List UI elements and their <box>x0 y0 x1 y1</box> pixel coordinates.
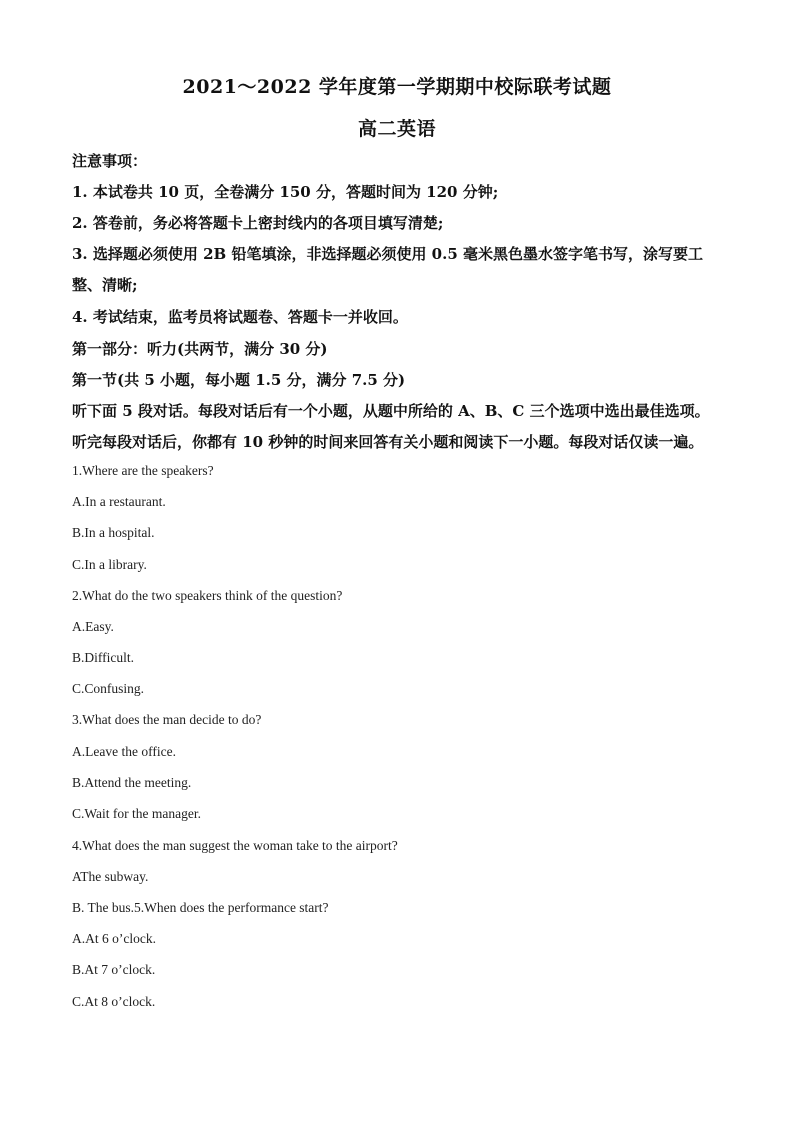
question-stem: 4.What does the man suggest the woman take to the airport? <box>72 838 398 853</box>
exam-subtitle: 高二英语 <box>357 118 436 140</box>
notice-item: 3. 选择题必须使用 2B 铅笔填涂，非选择题必须使用 0.5 毫米黑色墨水签字笔书写，涂写要工 <box>72 245 703 263</box>
answer-option: A.In a restaurant. <box>72 494 166 509</box>
question-stem: 2.What do the two speakers think of the question? <box>72 588 343 603</box>
notice-heading: 注意事项： <box>72 152 148 170</box>
part-heading: 第一部分：听力(共两节，满分 30 分) <box>72 340 328 358</box>
answer-option: B.Attend the meeting. <box>72 775 192 790</box>
answer-option: B.In a hospital. <box>72 525 155 540</box>
answer-option: C.In a library. <box>72 557 147 572</box>
answer-option: C.Wait for the manager. <box>72 806 201 821</box>
question-stem: 1.Where are the speakers? <box>72 463 214 478</box>
answer-option: A.Leave the office. <box>72 744 176 759</box>
exam-title: 2021～2022 学年度第一学期期中校际联考试题 <box>182 76 612 98</box>
notice-item: 1. 本试卷共 10 页，全卷满分 150 分，答题时间为 120 分钟; <box>72 183 499 201</box>
answer-option: A.At 6 o’clock. <box>72 931 156 946</box>
notice-item: 4. 考试结束，监考员将试题卷、答题卡一并收回。 <box>72 308 408 326</box>
section-heading: 第一节(共 5 小题，每小题 1.5 分，满分 7.5 分) <box>72 371 406 389</box>
answer-option: C.Confusing. <box>72 681 145 696</box>
answer-option: B.Difficult. <box>72 650 134 665</box>
notice-item: 2. 答卷前，务必将答题卡上密封线内的各项目填写清楚; <box>72 214 444 232</box>
instruction-line: 听下面 5 段对话。每段对话后有一个小题，从题中所给的 A、B、C 三个选项中选出最佳选项。 <box>72 402 710 420</box>
notice-item: 整、清晰; <box>72 276 138 294</box>
answer-option: C.At 8 o’clock. <box>72 994 156 1009</box>
answer-option: B.At 7 o’clock. <box>72 962 156 977</box>
instruction-line: 听完每段对话后，你都有 10 秒钟的时间来回答有关小题和阅读下一小题。每段对话仅读一遍。 <box>72 433 704 451</box>
answer-option: B. The bus.5.When does the performance start? <box>72 900 329 915</box>
answer-option: AThe subway. <box>72 869 149 884</box>
question-stem: 3.What does the man decide to do? <box>72 712 262 727</box>
answer-option: A.Easy. <box>72 619 114 634</box>
